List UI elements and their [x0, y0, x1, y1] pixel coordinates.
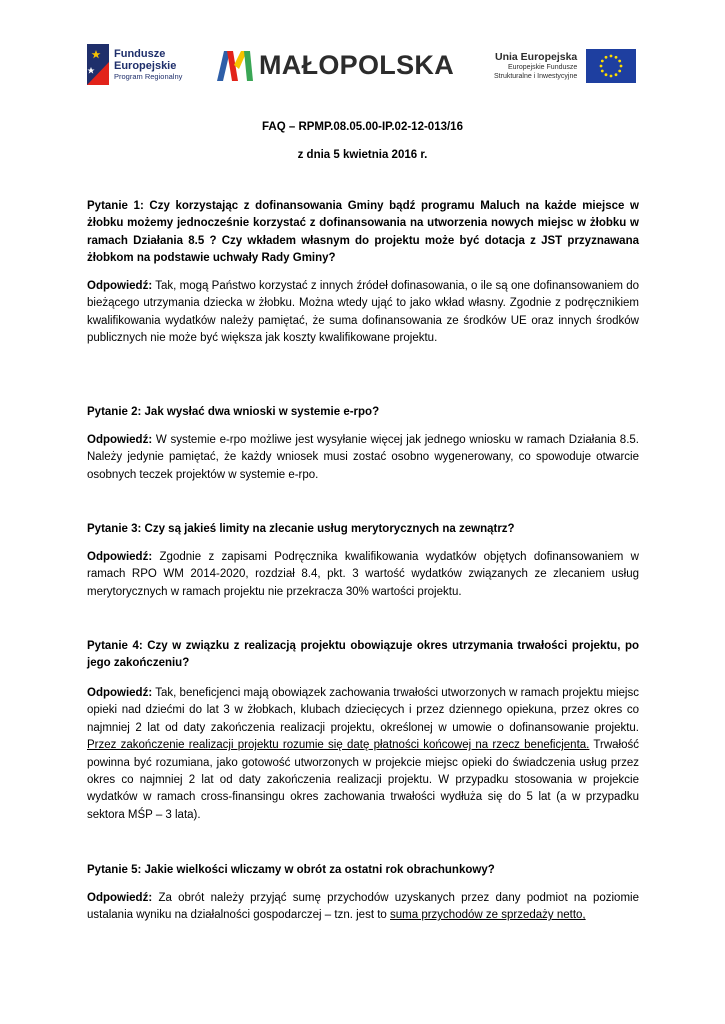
eu-funds-line-1: Europejskie Fundusze: [508, 63, 578, 71]
answer-label: Odpowiedź:: [87, 551, 153, 563]
fundusze-europejskie-emblem-icon: [87, 44, 109, 85]
answer-label: Odpowiedź:: [87, 892, 153, 904]
answer-5: [87, 890, 639, 925]
document-title: FAQ – RPMP.08.05.00-IP.02-12-013/16: [262, 121, 463, 133]
answer-label: Odpowiedź:: [87, 280, 153, 292]
fundusze-line: Fundusze: [114, 47, 166, 60]
answer-4-underlined-text: Przez zakończenie realizacji projektu rozumie się datę płatności końcowej na rzecz beneficjenta.: [87, 739, 590, 752]
answer-label: Odpowiedź:: [87, 434, 153, 446]
question-1: Pytanie 1: Czy korzystając z dofinansowania Gminy bądź programu Maluch na każde miejsce w żłobku możemy jednocześnie korzystać z dofinansowania na utworzenia nowych miejsc w żłobku w ramach Działania 8.5 ? Czy wkładem własnym do projektu może być dotacja z JST przyznawana żłobkom na podstawie uchwały Rady Gminy?: [87, 200, 639, 265]
answer-1: [87, 278, 639, 348]
answer-5-text-part-1: Za obrót należy przyjąć sumę przychodów uzyskanych przez dany podmiot na poziomie ustalania wyniku na działalności gospodarczej – tzn. jest to: [87, 892, 639, 922]
question-3: Pytanie 3: Czy są jakieś limity na zlecanie usług merytorycznych na zewnątrz?: [87, 523, 515, 535]
unia-europejska-title: Unia Europejska: [494, 50, 578, 63]
answer-1-text: Tak, mogą Państwo korzystać z innych źródeł dofinasowania, o ile są one dofinansowaniem do bieżącego utrzymania dziecka w żłobku. Można wtedy ująć to jako wkład własny. Zgodnie z podręcznikiem kwalifikowania wydatków należy pamiętać, że suma dofinansowania ze środków UE oraz innych środków publicznych nie może być większa jak koszty kwalifikowane projektu.: [87, 280, 639, 345]
program-regionalny-line: Program Regionalny: [114, 71, 183, 81]
answer-2-text: W systemie e-rpo możliwe jest wysyłanie więcej jak jednego wniosku w ramach Działania 8.5. Należy jedynie pamiętać, że każdy wniosek musi zostać osobno wygenerowany, co spowoduje otwarcie osobnych teczek projektów w systemie e-rpo.: [87, 434, 639, 481]
document-date: z dnia 5 kwietnia 2016 r.: [297, 149, 428, 161]
answer-4-text-part-2: Trwałość powinna być rozumiana, jako gotowość utworzonych w projekcie miejsc opieki do świadczenia usług przez okres co najmniej 2 lat od daty zakończenia realizacji projektu. W przypadku stosowania w projekcie wydatków w ramach cross-finansingu okres zachowania trwałości wydłuża się do 5 lat (a w przypadku sektora MŚP – 3 lata).: [87, 739, 639, 821]
fundusze-europejskie-logo: [87, 43, 182, 86]
answer-4: [87, 685, 639, 824]
answer-5-underlined-text: suma przychodów ze sprzedaży netto,: [390, 909, 586, 922]
answer-3-text: Zgodnie z zapisami Podręcznika kwalifikowania wydatków objętych dofinansowaniem w ramach RPO WM 2014-2020, rozdział 8.4, pkt. 3 wartość wydatków związanych ze zlecaniem usług merytorycznych w ramach projektu nie przekracza 30% wartości projektu.: [87, 551, 639, 598]
malopolska-m-icon: [217, 49, 253, 81]
eu-funds-line-2: Strukturalne i Inwestycyjne: [494, 72, 578, 80]
answer-2: [87, 432, 639, 484]
unia-europejska-logo: [494, 48, 636, 84]
malopolska-logo: [217, 47, 454, 83]
question-4: Pytanie 4: Czy w związku z realizacją projektu obowiązuje okres utrzymania trwałości projektu, po jego zakończeniu?: [87, 640, 639, 670]
europejskie-line: Europejskie: [114, 59, 177, 72]
answer-label: Odpowiedź:: [87, 687, 153, 699]
answer-3: [87, 549, 639, 601]
question-5: Pytanie 5: Jakie wielkości wliczamy w obrót za ostatni rok obrachunkowy?: [87, 864, 495, 876]
eu-flag-icon: [586, 49, 636, 83]
answer-4-text-part-1: Tak, beneficjenci mają obowiązek zachowania trwałości utworzonych w ramach projektu miejsc opieki nad dziećmi do lat 3 w żłobkach, klubach dziecięcych i przez dziennego opiekuna, przez okres co najmniej 2 lat od daty zakończenia realizacji projektu, określonej w umowie o dofinansowanie projektu.: [87, 687, 639, 734]
question-2: Pytanie 2: Jak wysłać dwa wnioski w systemie e-rpo?: [87, 406, 380, 418]
malopolska-wordmark: MAŁOPOLSKA: [259, 49, 454, 80]
